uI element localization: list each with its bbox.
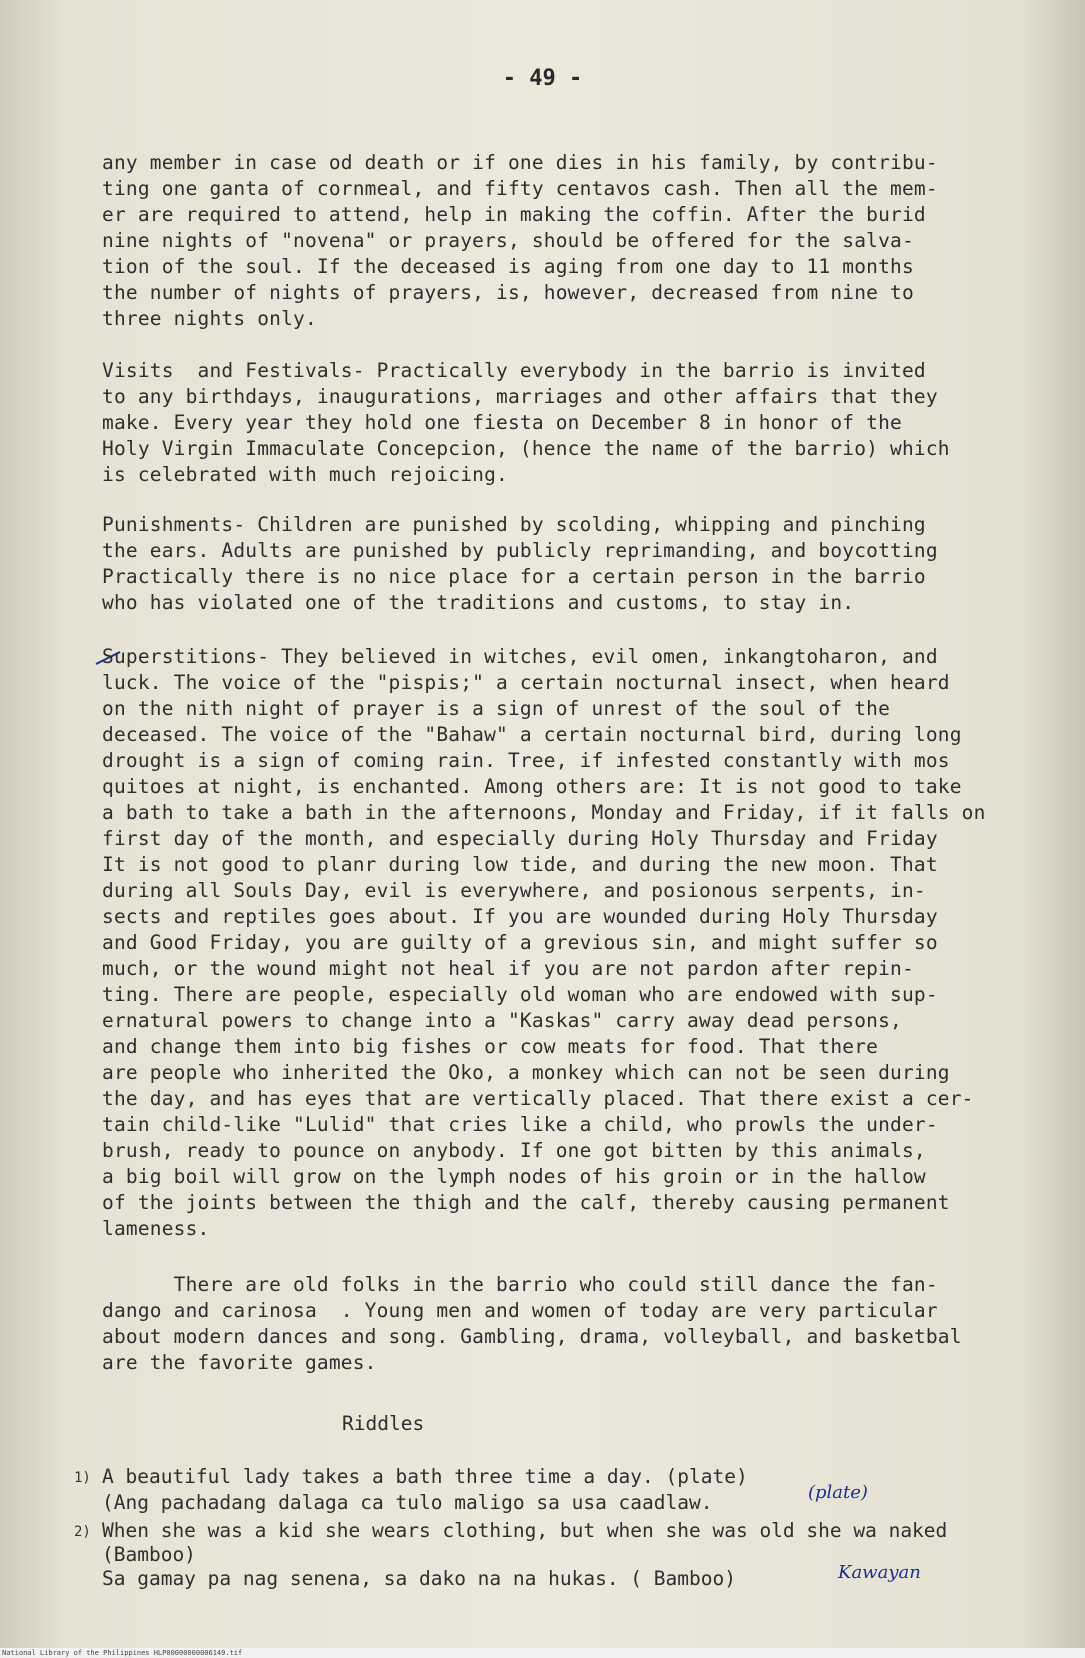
page-number: - 49 - <box>502 66 583 91</box>
riddle-1-english: A beautiful lady takes a bath three time a day. (plate) <box>102 1465 748 1488</box>
riddle-number: 1) <box>74 1470 91 1486</box>
footer-caption: National Library of the Philippines HLP00000000006149.tif <box>0 1648 1085 1658</box>
riddle-1-local: (Ang pachadang dalaga ca tulo maligo sa usa caadlaw. <box>102 1491 713 1514</box>
riddle-2-local: Sa gamay pa nag senena, sa dako na na hukas. ( Bamboo) <box>102 1567 736 1590</box>
handwritten-note: (plate) <box>808 1482 868 1503</box>
riddle-2-answer: (Bamboo) <box>102 1543 196 1566</box>
paragraph-superstitions: Superstitions- They believed in witches, evil omen, inkangtoharon, and luck. The voice of the "pispis;" a certain nocturnal insect, when heard on the nith night of prayer is a sign of unrest of the soul of the deceased. The voice of the "Bahaw" a certain nocturnal bird, during long drought is a sign of coming rain. Tree, if infested constantly with mos quitoes at night, is enchanted. Among others are: It is not good to take a bath to take a bath in the afternoons, Monday and Friday, if it falls on first day of the month, and especially during Holy Thursday and Friday It is not good to planr during low tide, and during the new moon. That during all Souls Day, evil is everywhere, and posionous serpents, in- sects and reptiles goes about. If you are wounded during Holy Thursday and Good Friday, you are guilty of a grevious sin, and might suffer so much, or the wound might not heal if you are not pardon after repin- ting. There are people, especially old woman who are endowed with sup- ernatural powers to change into a "Kaskas" carry away dead persons, and change them into big fishes or cow meats for food. That there are people who inherited the Oko, a monkey which can not be seen during the day, and has eyes that are vertically placed. That there exist a cer- tain child-like "Lulid" that cries like a child, who prowls the under- brush, ready to pounce on anybody. If one got bitten by this animals, a big boil will grow on the lymph nodes of his groin or in the hallow of the joints between the thigh and the calf, thereby causing permanent lameness. <box>102 645 986 1240</box>
riddles-heading: Riddles <box>342 1412 425 1435</box>
riddle-number: 2) <box>74 1524 91 1540</box>
paragraph-punishments: Punishments- Children are punished by scolding, whipping and pinching the ears. Adults are punished by publicly reprimanding, and boycotting Practically there is no nice place for a certain person in the barrio who has violated one of the traditions and customs, to stay in. <box>102 513 938 614</box>
paragraph-visits-festivals: Visits and Festivals- Practically everybody in the barrio is invited to any birthdays, inaugurations, marriages and other affairs that they make. Every year they hold one fiesta on December 8 in honor of the Holy Virgin Immaculate Concepcion, (hence the name of the barrio) which is celebrated with much rejoicing. <box>102 359 950 486</box>
handwritten-note: Kawayan <box>838 1562 921 1583</box>
paragraph-dances-games: There are old folks in the barrio who could still dance the fan- dango and carinosa . Young men and women of today are very particular about modern dances and song. Gambling, drama, volleyball, and basketbal are the favorite games. <box>102 1273 962 1374</box>
paragraph-death-contribution: any member in case od death or if one dies in his family, by contribu- ting one ganta of cornmeal, and fifty centavos cash. Then all the mem- er are required to attend, help in making the coffin. After the burid nine nights of "novena" or prayers, should be offered for the salva- tion of the soul. If the deceased is aging from one day to 11 months the number of nights of prayers, is, however, decreased from nine to three nights only. <box>102 151 938 330</box>
riddle-2-english: When she was a kid she wears clothing, but when she was old she wa naked <box>102 1519 948 1542</box>
